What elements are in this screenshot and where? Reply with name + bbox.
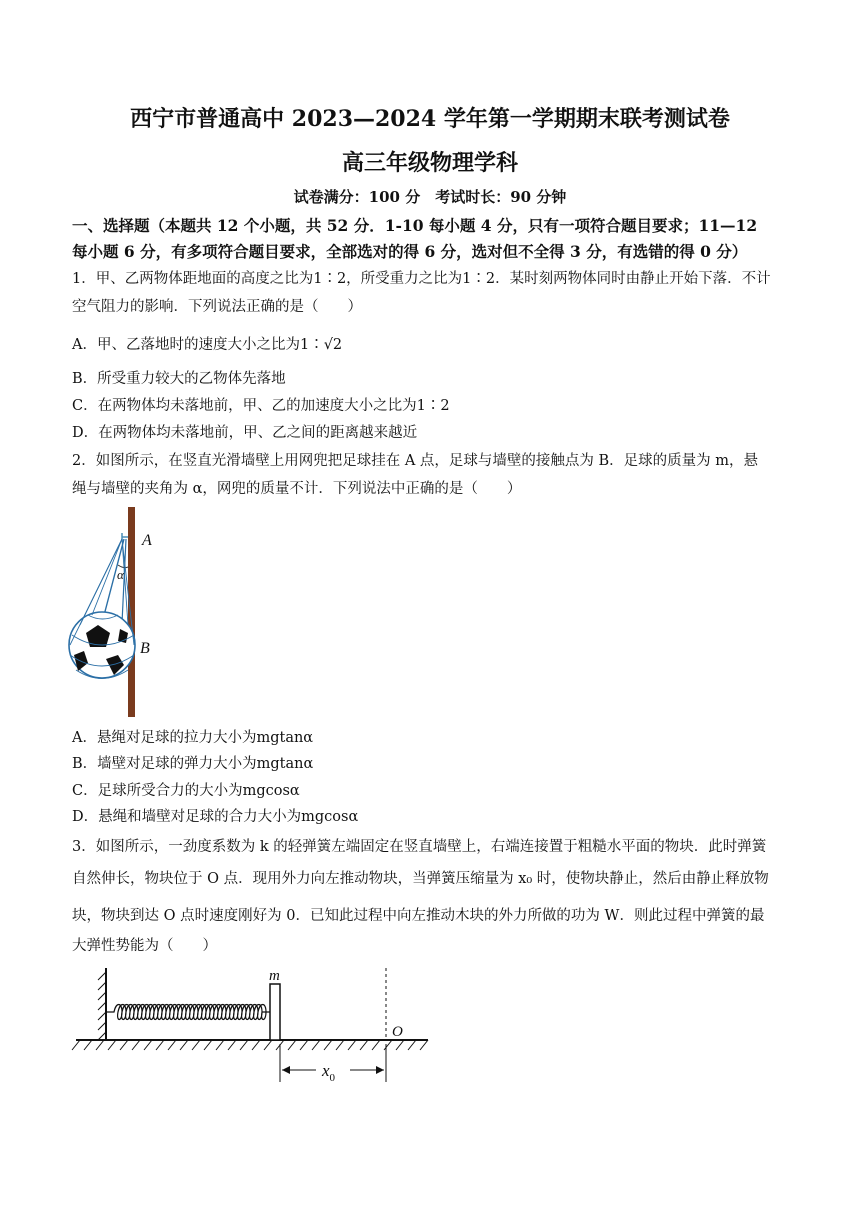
q1-stem-line1: 1．甲、乙两物体距地面的高度之比为1∶2，所受重力之比为1∶2．某时刻两物体同时由静止开始下落．不计 <box>72 271 771 287</box>
label-x0 <box>321 1061 336 1084</box>
q1-option-c: C．在两物体均未落地前，甲、乙的加速度大小之比为1∶2 <box>72 398 450 414</box>
q1-option-b: B．所受重力较大的乙物体先落地 <box>72 371 286 387</box>
label-b: B <box>140 640 150 657</box>
exam-title: 西宁市普通高中 2023—2024 学年第一学期期末联考测试卷 <box>130 106 730 132</box>
q2-option-a: A．悬绳对足球的拉力大小为mgtanα <box>72 730 314 746</box>
wall-shape <box>128 507 135 717</box>
label-alpha: α <box>117 567 124 582</box>
q2-stem-line1: 2．如图所示，在竖直光滑墙壁上用网兜把足球挂在 A 点，足球与墙壁的接触点为 B．足球的质量为 m，悬 <box>72 453 759 469</box>
q2-option-d: D．悬绳和墙壁对足球的合力大小为mgcosα <box>72 809 359 825</box>
q1-stem-line2: 空气阻力的影响．下列说法正确的是（ ） <box>72 299 362 315</box>
label-o: O <box>392 1024 403 1040</box>
hook-shape <box>122 533 128 541</box>
q1-option-d: D．在两物体均未落地前，甲、乙之间的距离越来越近 <box>72 425 418 441</box>
label-m: m <box>269 968 280 984</box>
arrowhead-left <box>282 1066 290 1074</box>
football-on-wall-figure <box>62 505 172 720</box>
label-x: x <box>322 1061 330 1080</box>
exam-meta: 试卷满分：100 分 考试时长：90 分钟 <box>293 188 567 206</box>
q2-option-b: B．墙壁对足球的弹力大小为mgtanα <box>72 756 314 772</box>
spring-coil <box>106 1005 270 1020</box>
q3-stem-line4: 大弹性势能为（ ） <box>72 938 217 954</box>
q1-option-a: A．甲、乙落地时的速度大小之比为1∶√2 <box>72 337 343 353</box>
spring-block-figure <box>70 962 435 1092</box>
q3-stem-line1: 3．如图所示，一劲度系数为 k 的轻弹簧左端固定在竖直墙壁上，右端连接置于粗糙水平面的物块．此时弹簧 <box>72 839 767 855</box>
wall-hatch <box>98 972 106 1040</box>
ground-hatch <box>72 1040 428 1050</box>
q3-stem-line3: 块，物块到达 O 点时速度刚好为 0．已知此过程中向左推动木块的外力所做的功为 W．则此过程中弹簧的最 <box>72 908 765 924</box>
label-x-sub: 0 <box>329 1072 336 1084</box>
section-heading-line1: 一、选择题（本题共 12 个小题，共 52 分．1-10 每小题 4 分，只有一项符合题目要求；11—12 <box>72 216 758 235</box>
q2-option-c: C．足球所受合力的大小为mgcosα <box>72 783 300 799</box>
exam-subtitle: 高三年级物理学科 <box>341 150 518 176</box>
q3-stem-line2: 自然伸长，物块位于 O 点．现用外力向左推动物块，当弹簧压缩量为 x₀ 时，使物块静止，然后由静止释放物 <box>72 871 769 887</box>
section-heading-line2: 每小题 6 分，有多项符合题目要求，全部选对的得 6 分，选对但不全得 3 分，有选错的得 0 分） <box>72 242 748 261</box>
block-shape <box>270 984 280 1040</box>
arrowhead-right <box>376 1066 384 1074</box>
q2-stem-line2: 绳与墙壁的夹角为 α，网兜的质量不计．下列说法中正确的是（ ） <box>72 481 522 497</box>
label-a: A <box>142 532 152 549</box>
